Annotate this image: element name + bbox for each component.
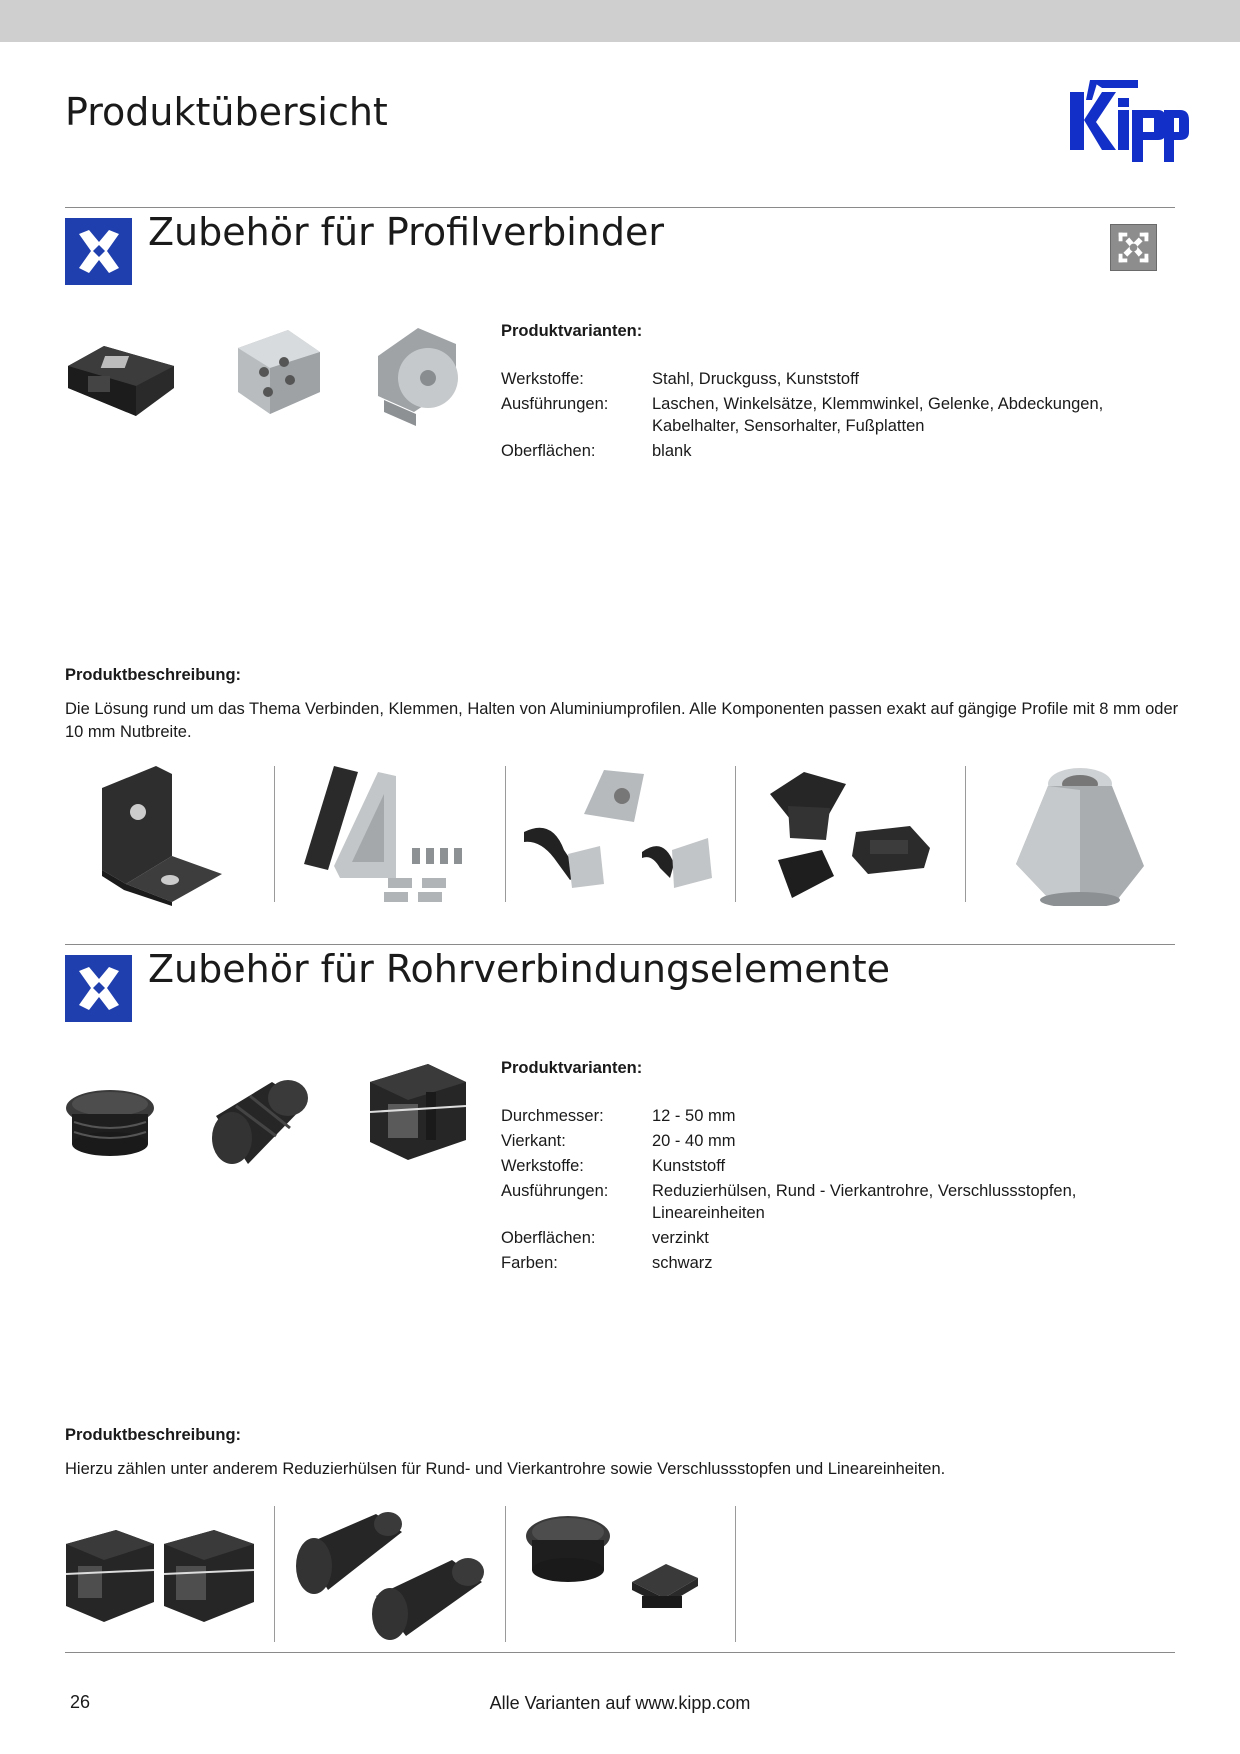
spec-list [501,1105,1181,1277]
image-separator [274,766,275,902]
image-separator [735,766,736,902]
profile-connector-section-icon [65,218,132,285]
footer-link-text[interactable]: Alle Varianten auf www.kipp.com [489,1693,751,1713]
variants-heading: Produktvarianten: [501,1059,643,1077]
lash-connector-image [228,322,328,422]
description-heading: Produktbeschreibung: [65,1426,242,1444]
section-title-tube-connectors: Zubehör für Rohrverbindungselemente [148,947,891,991]
angle-bracket-image [96,766,226,906]
section-title-profile-connectors: Zubehör für Profilverbinder [148,210,664,254]
hinge-connector-image [370,322,470,428]
image-separator [505,1506,506,1642]
spec-label: Werkstoffe: [501,370,584,388]
spec-value: Laschen, Winkelsätze, Klemmwinkel, Gelenke, Abdeckungen, Kabelhalter, Sensorhalter, Fußplatten [652,395,1104,435]
section-divider [65,944,1175,945]
spec-label: Farben: [501,1254,558,1272]
image-separator [735,1506,736,1642]
clamp-lever-image [524,766,716,906]
product-description: Hierzu zählen unter anderem Reduzierhülsen für Rund- und Vierkantrohre sowie Verschlussstopfen und Lineareinheiten. [65,1460,946,1478]
spec-label: Oberflächen: [501,1229,596,1247]
cable-holder-image [64,326,182,426]
page-title: Produktübersicht [65,90,388,134]
square-tube-sleeve-image [366,1060,470,1164]
spec-row [501,1155,1181,1177]
spec-label: Ausführungen: [501,1182,609,1200]
closure-plugs-image [524,1500,718,1610]
spec-value: Reduzierhülsen, Rund - Vierkantrohre, Verschlussstopfen, Lineareinheiten [652,1182,1077,1222]
spec-value: Kunststoff [652,1157,726,1175]
spec-value: blank [652,442,692,460]
spec-value: Stahl, Druckguss, Kunststoff [652,370,859,388]
spec-label: Oberflächen: [501,442,596,460]
description-heading: Produktbeschreibung: [65,666,242,684]
profile-connector-symbol-icon [1110,224,1157,271]
page-number: 26 [70,1692,91,1712]
spec-row [501,1252,1181,1274]
spec-list [501,368,1181,465]
spec-row [501,440,1181,462]
round-reducer-sleeves-image [292,1510,488,1642]
square-reducer-sleeves-image [64,1526,256,1626]
image-separator [274,1506,275,1642]
product-description: Die Lösung rund um das Thema Verbinden, Klemmen, Halten von Aluminiumprofilen. Alle Komponenten passen exakt auf gängige Profile mit 8 mm oder 10 mm Nutbreite. [65,700,1179,741]
foot-plate-image [1014,766,1148,906]
spec-value: schwarz [652,1254,713,1272]
kipp-logo [1068,74,1190,166]
variants-heading: Produktvarianten: [501,322,643,340]
top-bar [0,0,1240,42]
angle-set-image [300,766,480,906]
reducer-sleeve-image [206,1076,312,1168]
spec-label: Durchmesser: [501,1107,604,1125]
image-separator [505,766,506,902]
spec-row [501,1180,1181,1224]
spec-row [501,393,1181,437]
section-divider [65,207,1175,208]
spec-label: Ausführungen: [501,395,609,413]
footer-divider [65,1652,1175,1653]
spec-row [501,1105,1181,1127]
image-separator [965,766,966,902]
spec-row [501,1130,1181,1152]
cover-cap-image [764,766,934,906]
spec-row [501,368,1181,390]
spec-row [501,1227,1181,1249]
spec-value: 12 - 50 mm [652,1107,736,1125]
spec-value: verzinkt [652,1229,709,1247]
spec-value: 20 - 40 mm [652,1132,736,1150]
spec-label: Werkstoffe: [501,1157,584,1175]
spec-label: Vierkant: [501,1132,566,1150]
tube-connector-section-icon [65,955,132,1022]
end-cap-image [64,1088,156,1160]
